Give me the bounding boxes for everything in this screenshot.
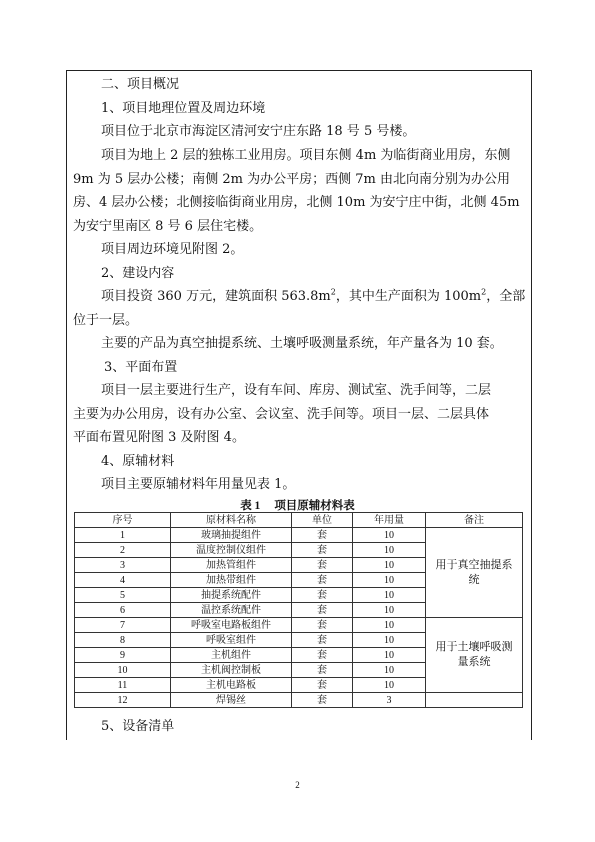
header-annual-usage: 年用量 (353, 513, 426, 528)
surroundings-line-3: 房、4 层办公楼；北侧接临街商业用房，北侧 10m 为安宁庄中街，北侧 45m (73, 195, 520, 210)
row-unit: 套 (292, 528, 353, 543)
construction-paragraph-line-2: 位于一层。 (73, 313, 139, 328)
row-unit: 套 (292, 648, 353, 663)
row-material: 主机阀控制板 (171, 663, 292, 678)
header-remarks: 备注 (426, 513, 523, 528)
row-unit: 套 (292, 678, 353, 693)
row-usage: 10 (353, 648, 426, 663)
layout-line-1: 项目一层主要进行生产，设有车间、库房、测试室、洗手间等，二层 (101, 383, 492, 398)
row-index: 5 (75, 588, 171, 603)
row-usage: 10 (353, 543, 426, 558)
row-index: 4 (75, 573, 171, 588)
row-material: 抽提系统配件 (171, 588, 292, 603)
header-index: 序号 (75, 513, 171, 528)
row-remark-empty (426, 693, 523, 708)
section-heading-materials: 4、原辅材料 (101, 454, 175, 469)
header-material-name: 原材料名称 (171, 513, 292, 528)
surroundings-line-1: 项目为地上 2 层的独栋工业用房。项目东侧 4m 为临街商业用房，东侧 (101, 148, 511, 163)
table-header-row (75, 513, 523, 528)
row-material: 玻璃抽提组件 (171, 528, 292, 543)
table-row (75, 693, 523, 708)
superscript-2: 2 (481, 287, 487, 297)
section-heading-location: 1、项目地理位置及周边环境 (101, 101, 266, 116)
row-index: 6 (75, 603, 171, 618)
row-index: 2 (75, 543, 171, 558)
row-unit: 套 (292, 663, 353, 678)
row-unit: 套 (292, 603, 353, 618)
section-heading-overview: 二、项目概况 (101, 77, 180, 92)
table-caption-number: 表 1 (240, 500, 261, 512)
surroundings-line-4: 为安宁里南区 8 号 6 层住宅楼。 (73, 219, 263, 234)
row-material: 呼吸室组件 (171, 633, 292, 648)
row-index: 1 (75, 528, 171, 543)
surroundings-figure-ref: 项目周边环境见附图 2。 (101, 242, 244, 257)
row-usage: 10 (353, 558, 426, 573)
row-material: 温控系统配件 (171, 603, 292, 618)
section-heading-construction: 2、建设内容 (101, 266, 175, 281)
products-paragraph: 主要的产品为真空抽提系统、土壤呼吸测量系统，年产量各为 10 套。 (101, 336, 503, 351)
row-unit: 套 (292, 588, 353, 603)
row-usage: 10 (353, 588, 426, 603)
table-row (75, 528, 523, 543)
table-caption-title: 项目原辅材料表 (274, 500, 355, 512)
row-usage: 10 (353, 618, 426, 633)
row-material: 主机电路板 (171, 678, 292, 693)
row-usage: 3 (353, 693, 426, 708)
row-usage: 10 (353, 573, 426, 588)
materials-table (74, 512, 523, 708)
header-unit: 单位 (292, 513, 353, 528)
row-material: 呼吸室电路板组件 (171, 618, 292, 633)
row-unit: 套 (292, 558, 353, 573)
row-index: 12 (75, 693, 171, 708)
row-index: 7 (75, 618, 171, 633)
row-index: 3 (75, 558, 171, 573)
table-row (75, 618, 523, 633)
remark-soil-respiration: 用于土壤呼吸测量系统 (426, 618, 523, 693)
layout-line-2: 主要为办公用房，设有办公室、会议室、洗手间等。项目一层、二层具体 (73, 407, 490, 422)
section-heading-layout: 3、平面布置 (104, 360, 178, 375)
superscript-2: 2 (330, 287, 336, 297)
row-unit: 套 (292, 693, 353, 708)
row-material: 主机组件 (171, 648, 292, 663)
surroundings-line-2: 9m 为 5 层办公楼；南侧 2m 为办公平房；西侧 7m 由北向南分别为办公用 (73, 172, 510, 187)
row-unit: 套 (292, 543, 353, 558)
row-index: 11 (75, 678, 171, 693)
row-material: 加热带组件 (171, 573, 292, 588)
row-index: 10 (75, 663, 171, 678)
table-caption (0, 497, 595, 513)
remark-vacuum-extraction: 用于真空抽提系统 (426, 528, 523, 618)
all-text: ，全部 (486, 289, 526, 304)
row-usage: 10 (353, 633, 426, 648)
investment-text: 项目投资 360 万元，建筑面积 563.8m (101, 289, 331, 304)
row-material: 焊锡丝 (171, 693, 292, 708)
row-material: 温度控制仪组件 (171, 543, 292, 558)
row-index: 8 (75, 633, 171, 648)
row-material: 加热管组件 (171, 558, 292, 573)
section-heading-equipment: 5、设备清单 (101, 719, 175, 734)
production-area-text: ，其中生产面积为 100m (335, 289, 482, 304)
location-paragraph: 项目位于北京市海淀区清河安宁庄东路 18 号 5 号楼。 (101, 124, 416, 139)
page-number: 2 (295, 780, 300, 790)
materials-paragraph: 项目主要原辅材料年用量见表 1。 (101, 477, 296, 492)
construction-paragraph-line-1 (101, 289, 525, 305)
layout-line-3: 平面布置见附图 3 及附图 4。 (73, 430, 245, 445)
row-unit: 套 (292, 618, 353, 633)
row-usage: 10 (353, 528, 426, 543)
row-usage: 10 (353, 663, 426, 678)
row-index: 9 (75, 648, 171, 663)
row-usage: 10 (353, 678, 426, 693)
row-usage: 10 (353, 603, 426, 618)
row-unit: 套 (292, 573, 353, 588)
row-unit: 套 (292, 633, 353, 648)
